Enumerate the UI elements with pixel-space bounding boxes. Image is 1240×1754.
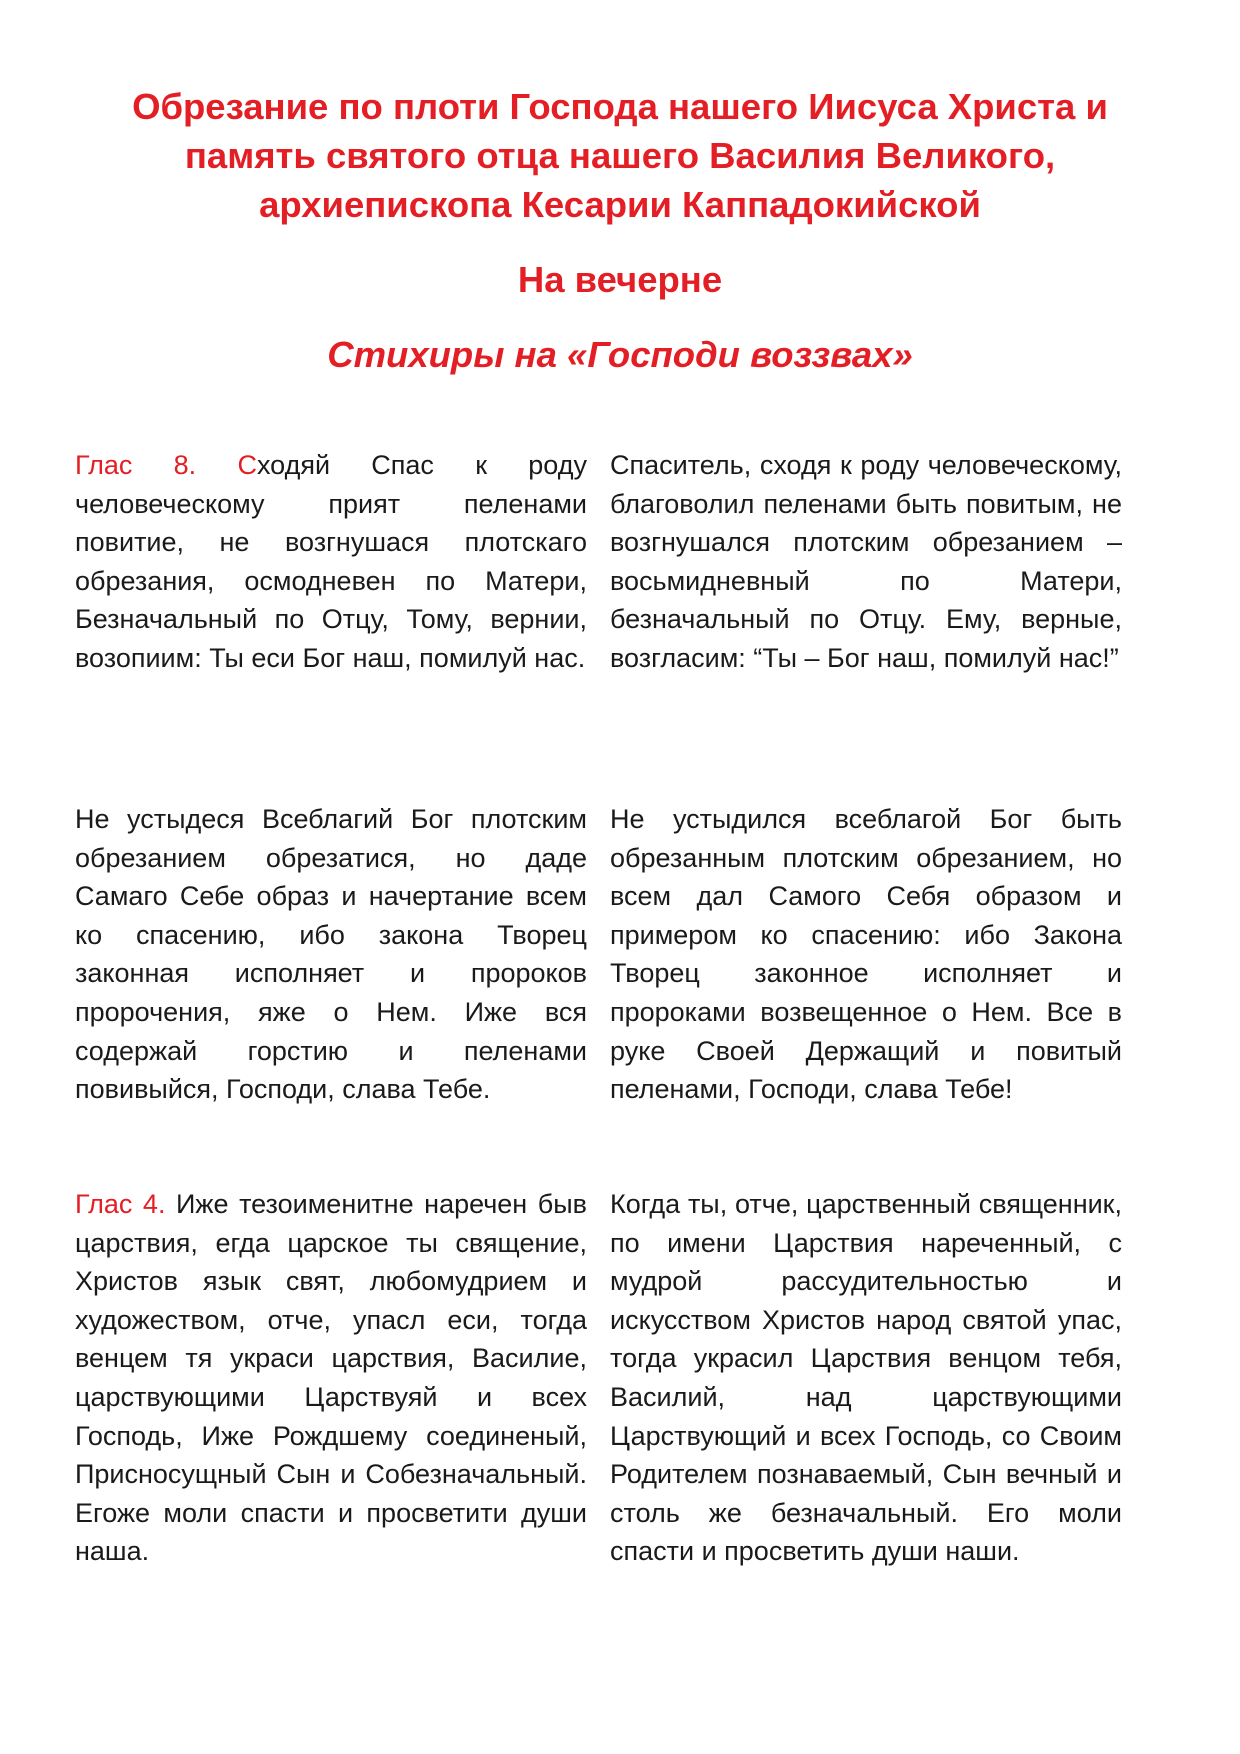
sticheron-2-russian: Не устыдился всеблагой Бог быть обрезанным плотским обрезанием, но всем дал Самого Себя образом и примером ко спасению: ибо Закона Творец законное исполняет и пророками возвещенное о Нем. Все в руке Своей Держащий и повитый пеленами, Господи, слава Тебе! <box>610 804 1122 1105</box>
sticheron-text: ходяй Спас к роду человеческому прият пеленами повитие, не возгнушася плотскаго обрезания, осмодневен по Матери, Безначальный по Отцу, Тому, вернии, возопиим: Ты еси Бог наш, помилуй нас. <box>75 450 587 673</box>
sticheron-1-church-slavonic <box>75 446 587 678</box>
title-line-3: архиепископа Кесарии Каппадокийской <box>259 184 981 225</box>
sticheron-text: Иже тезоименитне наречен быв царствия, егда царское ты священие, Христов язык свят, любомудрием и художеством, отче, упасл еси, тогда венцем тя украси царствия, Василие, царствующими Царствуяй и всех Господь, Иже Рождшему соединеный, Присносущный Сын и Собезначальный. Егоже моли спасти и просветити души наша. <box>75 1189 587 1567</box>
sticheron-3-russian: Когда ты, отче, царственный священник, по имени Царствия нареченный, с мудрой рассудительностью и искусством Христов народ святой упас, тогда украсил Царствия венцом тебя, Василий, над царствующими Царствующий и всех Господь, со Своим Родителем познаваемый, Сын вечный и столь же безначальный. Его моли спасти и просветить души наши. <box>610 1189 1122 1567</box>
sticheron-2-church-slavonic: Не устыдеся Всеблагий Бог плотским обрезанием обрезатися, но даде Самаго Себе образ и начертание всем ко спасению, ибо закона Творец законная исполняет и пророков пророчения, яже о Нем. Иже вся содержай горстию и пеленами повивыйся, Господи, слава Тебе. <box>75 804 587 1105</box>
section-heading-vespers: На вечерне <box>517 259 723 300</box>
sticheron-1-russian: Спаситель, сходя к роду человеческому, благоволил пеленами быть повитым, не возгнушался плотским обрезанием – восьмидневный по Матери, безначальный по Отцу. Ему, верные, возгласим: “Ты – Бог наш, помилуй нас!” <box>610 450 1122 673</box>
page-title <box>70 82 1170 229</box>
title-line-1: Обрезание по плоти Господа нашего Иисуса Христа и <box>132 86 1108 127</box>
sticheron-3-church-slavonic <box>75 1185 587 1571</box>
tone-label: Глас 4. <box>75 1189 166 1219</box>
tone-label: Глас 8. <box>75 450 197 480</box>
title-line-2: память святого отца нашего Василия Великого, <box>184 135 1056 176</box>
subsection-heading-stichera: Стихиры на «Господи воззвах» <box>327 334 913 375</box>
initial-letter: С <box>237 450 257 480</box>
